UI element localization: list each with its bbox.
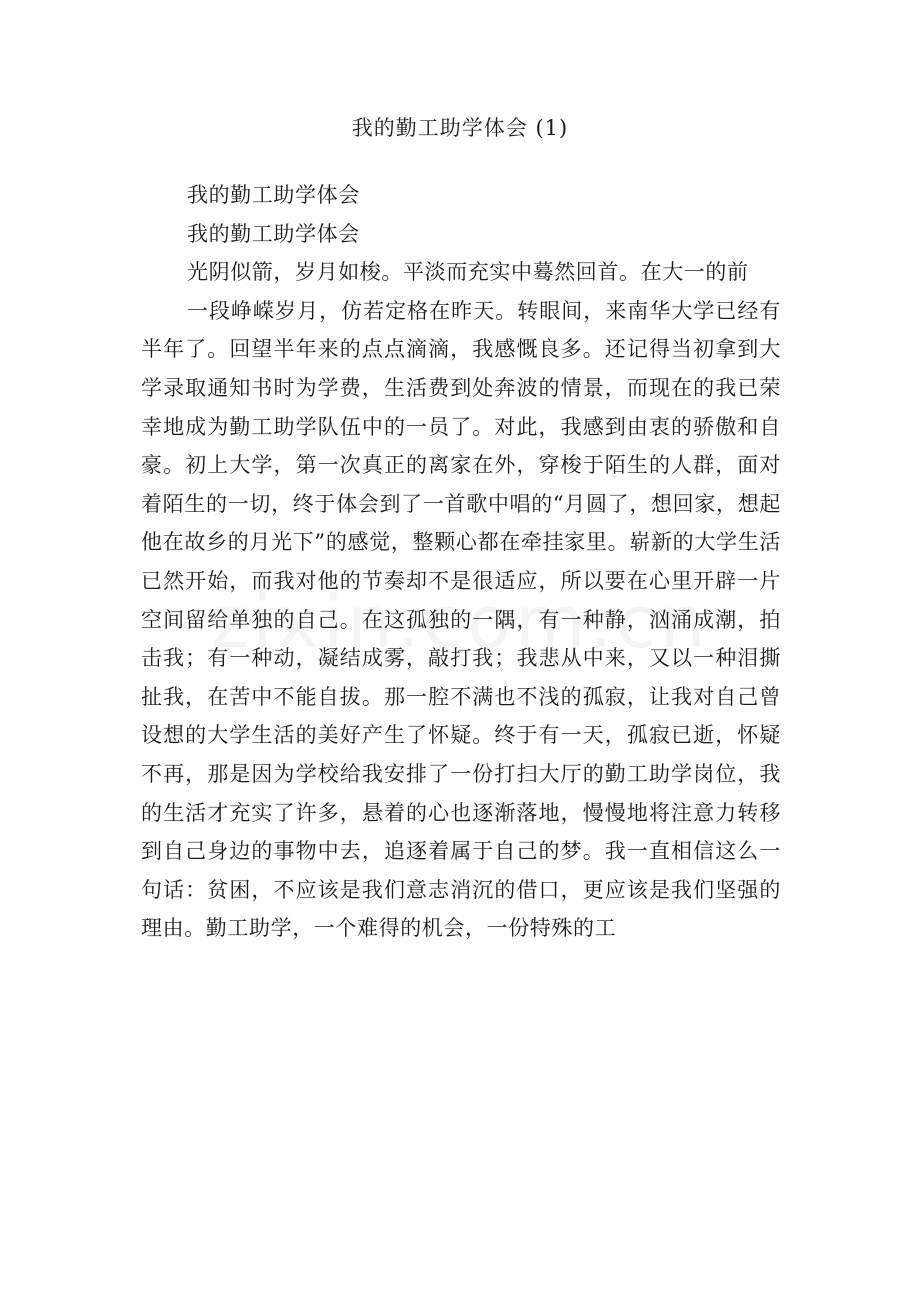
- document-body: [141, 176, 781, 948]
- paragraph-subtitle-2: 我的勤工助学体会: [187, 221, 360, 246]
- document-title: 我的勤工助学体会 (1): [351, 116, 569, 140]
- paragraph-opening: 光阴似箭，岁月如梭。平淡而充实中蓦然回首。在大一的前: [187, 260, 749, 285]
- paragraph-main: 一段峥嵘岁月，仿若定格在昨天。转眼间，来南华大学已经有半年了。回望半年来的点点滴滴，我感慨良多。还记得当初拿到大学录取通知书时为学费，生活费到处奔波的情景，而现在的我已荣幸地成为勤工助学队伍中的一员了。对此，我感到由衷的骄傲和自豪。初上大学，第一次真正的离家在外，穿梭于陌生的人群，面对着陌生的一切，终于体会到了一首歌中唱的“月圆了，想回家，想起他在故乡的月光下”的感觉，整颗心都在牵挂家里。崭新的大学生活已然开始，而我对他的节奏却不是很适应，所以要在心里开辟一片空间留给单独的自己。在这孤独的一隅，有一种静，汹涌成潮，拍击我；有一种动，凝结成雾，敲打我；我悲从中来，又以一种泪撕扯我，在苦中不能自拔。那一腔不满也不浅的孤寂，让我对自己曾设想的大学生活的美好产生了怀疑。终于有一天，孤寂已逝，怀疑不再，那是因为学校给我安排了一份打扫大厅的勤工助学岗位，我的生活才充实了许多，悬着的心也逐渐落地，慢慢地将注意力转移到自己身边的事物中去，追逐着属于自己的梦。我一直相信这么一句话：贫困，不应该是我们意志消沉的借口，更应该是我们坚强的理由。勤工助学，一个难得的机会，一份特殊的工: [141, 298, 781, 941]
- paragraph-subtitle-1: 我的勤工助学体会: [187, 183, 360, 207]
